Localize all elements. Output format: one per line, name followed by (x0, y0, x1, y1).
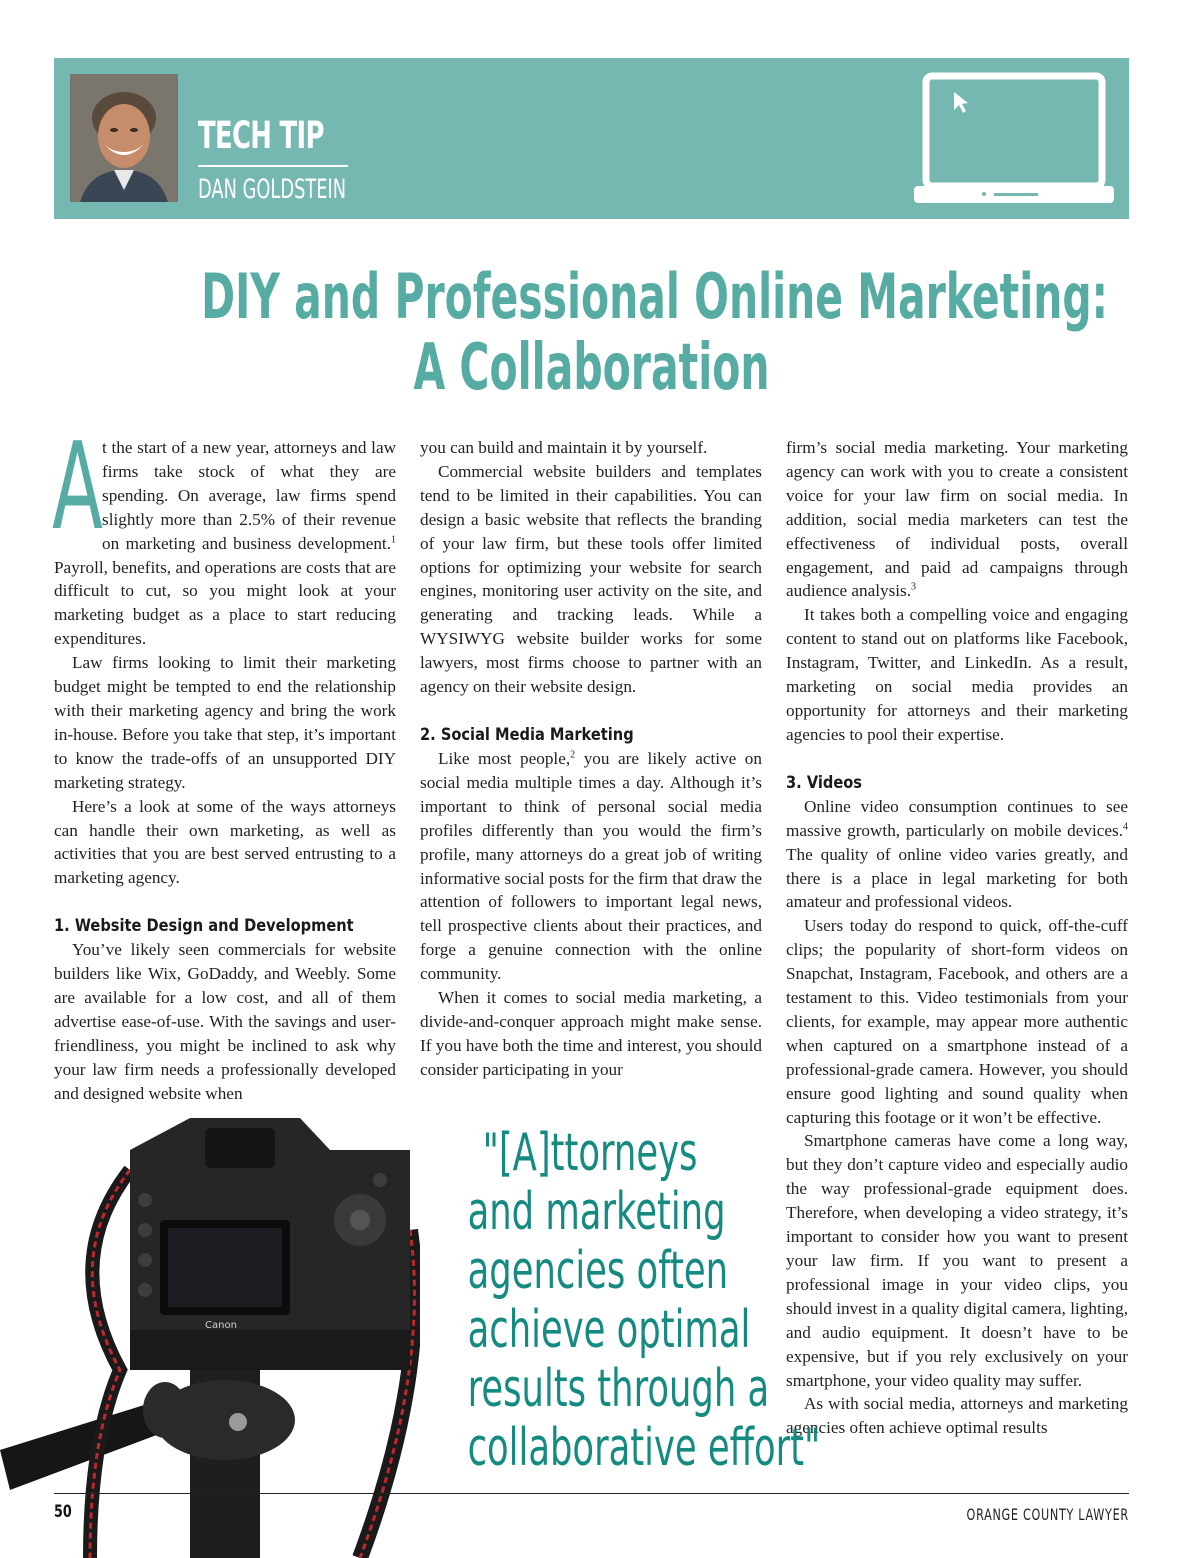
paragraph: When it comes to social media marketing, a divide-and-conquer approach might make sense. If you have both the time and interest, you should consider participating in your (420, 988, 762, 1079)
author-photo (70, 74, 178, 202)
footer-divider (54, 1493, 1129, 1494)
quote-line: agencies often (467, 1241, 729, 1301)
paragraph: Here’s a look at some of the ways attorneys can handle their own marketing, as well as activities that you are best served entrusting to a marketing agency. (54, 796, 396, 888)
page-number: 50 (54, 1502, 72, 1522)
article-column-1 (52, 418, 396, 1106)
quote-line: collaborative effort" (467, 1418, 821, 1478)
tech-tip-banner (54, 58, 1129, 219)
section-label: TECH TIP (198, 114, 324, 157)
quote-line: achieve optimal (467, 1300, 751, 1360)
paragraph: Like most people,$^2$ you are likely active on social media multiple times a day. Although it’s important to think of personal social media profiles differently than you would the firm’s profile, many attorneys do a great job of writing informative social posts for the firm that draw the attention of followers to important legal news, tell prospective clients about their practices, and forge a genuine connection with the online community. (420, 748, 762, 984)
camera-illustration (0, 1110, 420, 1558)
paragraph: firm’s social media marketing. Your marketing agency can work with you to create a consistent voice for your law firm on social media. In addition, social media marketers can test the effectiveness of individual posts, overall engagement, and paid ad campaigns through audience analysis.$^3$ (786, 438, 1128, 601)
paragraph: At the start of a new year, attorneys and law firms take stock of what they are spending. On average, law firms spend slightly more than 2.5% of their revenue on marketing and business development.$^1$ Payroll, benefits, and operations are costs that are difficult to cut, so you might look at your marketing budget as a place to start reducing expenditures. (52, 418, 396, 649)
paragraph: you can build and maintain it by yourself. (420, 438, 708, 457)
article-column-2 (420, 436, 762, 1082)
paragraph: Law firms looking to limit their marketing budget might be tempted to end the relationship with their marketing agency and bring the work in-house. Before you take that step, it’s important to know the trade-offs of an unsupported DIY marketing strategy. (54, 653, 396, 792)
article-title (0, 258, 1183, 405)
laptop-cursor-icon (914, 70, 1114, 210)
quote-line: results through a (467, 1359, 770, 1419)
camera-brand: Canon (205, 1320, 237, 1331)
article-column-3 (786, 436, 1128, 1440)
pull-quote (410, 1123, 821, 1478)
quote-line: "[A]ttorneys (482, 1123, 698, 1183)
section-heading: 3. Videos (786, 772, 863, 793)
paragraph: Users today do respond to quick, off-the-cuff clips; the popularity of short-form videos on Snapchat, Instagram, Facebook, and others are a testament to this. Video testimonials from your clients, for example, may appear more authentic when captured on a smartphone instead of a professional-grade camera. However, you should ensure good lighting and sound quality when capturing this footage or it won’t be effective. (786, 916, 1128, 1127)
quote-line: and marketing (467, 1182, 726, 1242)
paragraph: You’ve likely seen commercials for website builders like Wix, GoDaddy, and Weebly. Some are available for a low cost, and all of them advertise ease-of-use. With the savings and user-friendliness, you might be inclined to ask why your law firm needs a professionally developed and designed website when (54, 940, 396, 1103)
publication-name: ORANGE COUNTY LAWYER (966, 1505, 1129, 1524)
section-heading: 2. Social Media Marketing (420, 724, 634, 745)
paragraph: It takes both a compelling voice and engaging content to stand out on platforms like Facebook, Instagram, Twitter, and LinkedIn. As a result, marketing on social media provides an opportunity for attorneys and their marketing agencies to pool their expertise. (786, 605, 1128, 744)
drop-cap: A (52, 418, 103, 557)
label-divider (198, 165, 348, 167)
title-line-1: DIY and Professional Online Marketing: (201, 260, 1109, 333)
paragraph: As with social media, attorneys and marketing agencies often achieve optimal results (786, 1394, 1128, 1438)
paragraph: Commercial website builders and templates tend to be limited in their capabilities. You can design a basic website that reflects the branding of your law firm, but these tools offer limited options for optimizing your website for search engines, monitoring user activity on the site, and generating and tracking leads. While a WYSIWYG website builder works for some lawyers, most firms choose to partner with an agency on their website design. (420, 461, 762, 697)
section-heading: 1. Website Design and Development (54, 916, 354, 937)
paragraph: Smartphone cameras have come a long way, but they don’t capture video and especially audio the way professional-grade equipment does. Therefore, when developing a video strategy, it’s important to consider how you want to present your law firm. If you want to present a professional image in your video clips, you should invest in a quality digital camera, lighting, and audio equipment. It doesn’t have to be expensive, but if you rely exclusively on your smartphone, your video quality may suffer. (786, 1131, 1128, 1390)
paragraph: Online video consumption continues to see massive growth, particularly on mobile devices.$^4$ The quality of online video varies greatly, and there is a place in legal marketing for both amateur and professional videos. (786, 796, 1128, 912)
title-line-2: A Collaboration (413, 331, 770, 405)
author-name: DAN GOLDSTEIN (198, 174, 347, 205)
